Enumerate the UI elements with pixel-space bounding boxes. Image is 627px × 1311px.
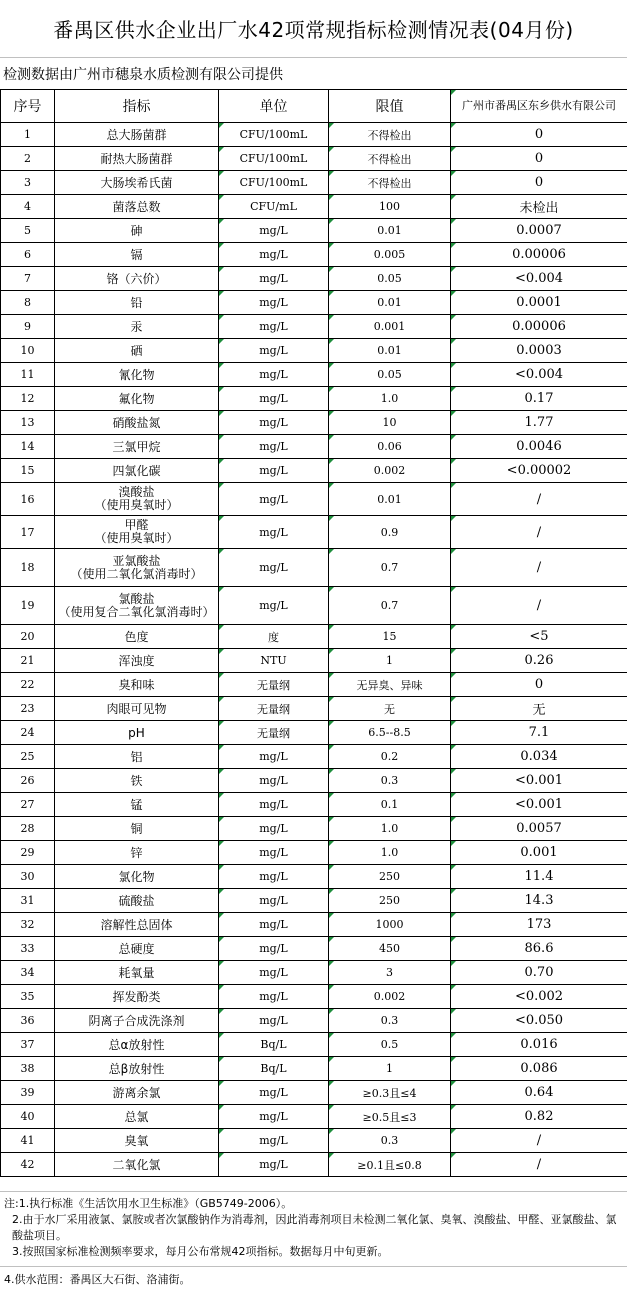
- row-limit: 1.0: [329, 817, 451, 841]
- row-indicator: 铜: [55, 817, 219, 841]
- row-indicator: 氰化物: [55, 363, 219, 387]
- row-unit: mg/L: [219, 219, 329, 243]
- row-indicator-condition: （使用臭氧时）: [94, 498, 179, 512]
- row-indicator-condition: （使用臭氧时）: [94, 531, 179, 545]
- row-value: 0: [451, 147, 627, 171]
- row-limit: 不得检出: [329, 171, 451, 195]
- row-unit: mg/L: [219, 793, 329, 817]
- row-value: 0.70: [451, 961, 627, 985]
- row-unit: mg/L: [219, 1009, 329, 1033]
- row-indicator: 硒: [55, 339, 219, 363]
- row-value: 0.016: [451, 1033, 627, 1057]
- row-limit: 250: [329, 889, 451, 913]
- row-limit: 无异臭、异味: [329, 673, 451, 697]
- table-row: [1, 865, 627, 889]
- row-indicator: 浑浊度: [55, 649, 219, 673]
- row-indicator: 铬（六价）: [55, 267, 219, 291]
- row-indicator: 镉: [55, 243, 219, 267]
- table-row: [1, 793, 627, 817]
- row-value: 无: [451, 697, 627, 721]
- table-row: [1, 291, 627, 315]
- row-value: 0.82: [451, 1105, 627, 1129]
- table-row: [1, 817, 627, 841]
- row-indicator: [55, 483, 219, 516]
- row-indicator: 大肠埃希氏菌: [55, 171, 219, 195]
- row-no: 9: [1, 315, 55, 339]
- row-unit: mg/L: [219, 865, 329, 889]
- row-no: 20: [1, 625, 55, 649]
- data-source-line: 检测数据由广州市穗泉水质检测有限公司提供: [3, 66, 283, 83]
- row-unit: mg/L: [219, 985, 329, 1009]
- row-no: 21: [1, 649, 55, 673]
- row-unit: 无量纲: [219, 721, 329, 745]
- table-row: [1, 315, 627, 339]
- row-no: 14: [1, 435, 55, 459]
- row-value: 0.26: [451, 649, 627, 673]
- row-limit: ≥0.3且≤4: [329, 1081, 451, 1105]
- row-limit: 6.5--8.5: [329, 721, 451, 745]
- table-row: [1, 745, 627, 769]
- table-row: [1, 1153, 627, 1177]
- table-row: [1, 171, 627, 195]
- row-no: 36: [1, 1009, 55, 1033]
- row-no: 19: [1, 587, 55, 625]
- row-value: <0.004: [451, 363, 627, 387]
- row-limit: 0.7: [329, 587, 451, 625]
- row-limit: 不得检出: [329, 123, 451, 147]
- row-no: 28: [1, 817, 55, 841]
- table-row: [1, 339, 627, 363]
- row-value: 0.64: [451, 1081, 627, 1105]
- row-indicator: 总氯: [55, 1105, 219, 1129]
- row-limit: 0.7: [329, 549, 451, 587]
- row-indicator: 三氯甲烷: [55, 435, 219, 459]
- row-unit: mg/L: [219, 1129, 329, 1153]
- table-row: [1, 1033, 627, 1057]
- table-row: [1, 549, 627, 587]
- table-row: [1, 123, 627, 147]
- row-indicator-main: 亚氯酸盐: [112, 553, 161, 568]
- row-indicator: 总β放射性: [55, 1057, 219, 1081]
- row-limit: 0.5: [329, 1033, 451, 1057]
- row-indicator: 阴离子合成洗涤剂: [55, 1009, 219, 1033]
- row-unit: mg/L: [219, 587, 329, 625]
- row-limit: 0.3: [329, 769, 451, 793]
- row-unit: Bq/L: [219, 1033, 329, 1057]
- row-value: 0: [451, 123, 627, 147]
- row-unit: mg/L: [219, 483, 329, 516]
- row-indicator: 铝: [55, 745, 219, 769]
- row-value: 0.0007: [451, 219, 627, 243]
- table-row: [1, 243, 627, 267]
- row-no: 42: [1, 1153, 55, 1177]
- row-unit: mg/L: [219, 913, 329, 937]
- row-no: 38: [1, 1057, 55, 1081]
- row-limit: 100: [329, 195, 451, 219]
- row-limit: 1.0: [329, 387, 451, 411]
- row-limit: 0.001: [329, 315, 451, 339]
- row-no: 34: [1, 961, 55, 985]
- row-unit: mg/L: [219, 937, 329, 961]
- row-no: 37: [1, 1033, 55, 1057]
- row-indicator: 氟化物: [55, 387, 219, 411]
- page-title: 番禺区供水企业出厂水42项常规指标检测情况表(04月份): [0, 0, 627, 58]
- row-indicator: [55, 516, 219, 549]
- row-indicator: 汞: [55, 315, 219, 339]
- row-value: /: [451, 587, 627, 625]
- row-indicator: 二氧化氯: [55, 1153, 219, 1177]
- row-value: /: [451, 516, 627, 549]
- row-unit: CFU/100mL: [219, 171, 329, 195]
- row-indicator: 总α放射性: [55, 1033, 219, 1057]
- row-value: 0.034: [451, 745, 627, 769]
- row-indicator-condition: （使用复合二氧化氯消毒时）: [58, 604, 215, 619]
- table-row: [1, 483, 627, 516]
- header-no: 序号: [1, 90, 55, 123]
- row-indicator: 铁: [55, 769, 219, 793]
- row-limit: 不得检出: [329, 147, 451, 171]
- table-row: [1, 673, 627, 697]
- row-no: 39: [1, 1081, 55, 1105]
- table-row: [1, 147, 627, 171]
- row-no: 25: [1, 745, 55, 769]
- row-unit: mg/L: [219, 315, 329, 339]
- row-unit: NTU: [219, 649, 329, 673]
- row-unit: 无量纲: [219, 673, 329, 697]
- notes-section: [0, 1191, 627, 1260]
- row-value: 0.0057: [451, 817, 627, 841]
- table-row: [1, 587, 627, 625]
- row-value: 86.6: [451, 937, 627, 961]
- row-value: 14.3: [451, 889, 627, 913]
- row-no: 15: [1, 459, 55, 483]
- row-no: 40: [1, 1105, 55, 1129]
- note-1: 注:1.执行标准《生活饮用水卫生标准》（GB5749-2006）。: [4, 1197, 293, 1210]
- row-value: <0.004: [451, 267, 627, 291]
- row-value: 0.001: [451, 841, 627, 865]
- table-row: [1, 516, 627, 549]
- row-value: 0.00006: [451, 315, 627, 339]
- row-unit: mg/L: [219, 961, 329, 985]
- row-limit: ≥0.1且≤0.8: [329, 1153, 451, 1177]
- row-unit: mg/L: [219, 745, 329, 769]
- table-row: [1, 363, 627, 387]
- row-value: /: [451, 1153, 627, 1177]
- header-unit: 单位: [219, 90, 329, 123]
- row-limit: 0.05: [329, 363, 451, 387]
- row-limit: 0.2: [329, 745, 451, 769]
- row-indicator: [55, 549, 219, 587]
- row-unit: mg/L: [219, 243, 329, 267]
- row-unit: 无量纲: [219, 697, 329, 721]
- row-unit: mg/L: [219, 516, 329, 549]
- header-limit: 限值: [329, 90, 451, 123]
- row-indicator: 总大肠菌群: [55, 123, 219, 147]
- header-indicator: 指标: [55, 90, 219, 123]
- row-unit: mg/L: [219, 291, 329, 315]
- row-no: 27: [1, 793, 55, 817]
- indicator-table: [0, 89, 627, 1177]
- row-limit: 0.002: [329, 985, 451, 1009]
- row-value: /: [451, 1129, 627, 1153]
- row-limit: 1: [329, 1057, 451, 1081]
- table-row: [1, 625, 627, 649]
- row-unit: mg/L: [219, 411, 329, 435]
- table-row: [1, 435, 627, 459]
- row-limit: 450: [329, 937, 451, 961]
- table-row: [1, 1009, 627, 1033]
- row-indicator: 四氯化碳: [55, 459, 219, 483]
- row-indicator-main: 溴酸盐: [118, 485, 155, 499]
- table-row: [1, 961, 627, 985]
- row-unit: mg/L: [219, 549, 329, 587]
- row-unit: mg/L: [219, 841, 329, 865]
- row-value: 11.4: [451, 865, 627, 889]
- row-indicator: 菌落总数: [55, 195, 219, 219]
- row-no: 7: [1, 267, 55, 291]
- row-no: 16: [1, 483, 55, 516]
- row-value: 173: [451, 913, 627, 937]
- row-no: 26: [1, 769, 55, 793]
- row-indicator: 挥发酚类: [55, 985, 219, 1009]
- row-indicator: 总硬度: [55, 937, 219, 961]
- row-indicator: 溶解性总固体: [55, 913, 219, 937]
- row-value: 0.086: [451, 1057, 627, 1081]
- row-limit: 0.3: [329, 1129, 451, 1153]
- row-no: 3: [1, 171, 55, 195]
- row-no: 23: [1, 697, 55, 721]
- row-no: 18: [1, 549, 55, 587]
- row-limit: 0.05: [329, 267, 451, 291]
- row-limit: 250: [329, 865, 451, 889]
- row-limit: 0.002: [329, 459, 451, 483]
- row-unit: Bq/L: [219, 1057, 329, 1081]
- row-no: 17: [1, 516, 55, 549]
- table-row: [1, 721, 627, 745]
- row-limit: 0.01: [329, 291, 451, 315]
- row-limit: 0.01: [329, 483, 451, 516]
- row-no: 1: [1, 123, 55, 147]
- row-indicator: 耗氧量: [55, 961, 219, 985]
- row-value: <0.00002: [451, 459, 627, 483]
- row-indicator: 砷: [55, 219, 219, 243]
- row-indicator-main: 甲醛: [124, 518, 149, 532]
- row-indicator: 锰: [55, 793, 219, 817]
- row-value: <5: [451, 625, 627, 649]
- row-limit: 0.3: [329, 1009, 451, 1033]
- row-indicator: 硝酸盐氮: [55, 411, 219, 435]
- row-value: 0.0001: [451, 291, 627, 315]
- row-no: 4: [1, 195, 55, 219]
- header-company: 广州市番禺区东乡供水有限公司: [451, 90, 627, 123]
- row-value: <0.001: [451, 793, 627, 817]
- row-no: 8: [1, 291, 55, 315]
- row-indicator-main: 氯酸盐: [118, 591, 155, 606]
- row-indicator: [55, 587, 219, 625]
- row-indicator: 肉眼可见物: [55, 697, 219, 721]
- row-value: 0.17: [451, 387, 627, 411]
- row-unit: mg/L: [219, 1153, 329, 1177]
- table-row: [1, 411, 627, 435]
- row-value: 0.0003: [451, 339, 627, 363]
- row-no: 24: [1, 721, 55, 745]
- row-value: <0.050: [451, 1009, 627, 1033]
- row-limit: 1: [329, 649, 451, 673]
- row-limit: 3: [329, 961, 451, 985]
- note-2: 2.由于水厂采用液氯、氯胺或者次氯酸钠作为消毒剂，因此消毒剂项目未检测二氧化氯、臭氧、溴酸盐、甲醛、亚氯酸盐、氯酸盐项目。: [12, 1213, 617, 1242]
- row-unit: CFU/100mL: [219, 147, 329, 171]
- row-unit: mg/L: [219, 769, 329, 793]
- row-value: 0.0046: [451, 435, 627, 459]
- row-no: 32: [1, 913, 55, 937]
- row-value: 0: [451, 171, 627, 195]
- table-row: [1, 913, 627, 937]
- row-value: <0.002: [451, 985, 627, 1009]
- row-unit: mg/L: [219, 363, 329, 387]
- table-row: [1, 219, 627, 243]
- row-indicator: 硫酸盐: [55, 889, 219, 913]
- row-limit: 1000: [329, 913, 451, 937]
- row-unit: mg/L: [219, 387, 329, 411]
- row-indicator: pH: [55, 721, 219, 745]
- row-unit: mg/L: [219, 1081, 329, 1105]
- row-no: 35: [1, 985, 55, 1009]
- row-indicator: 色度: [55, 625, 219, 649]
- table-row: [1, 459, 627, 483]
- row-value: 0.00006: [451, 243, 627, 267]
- row-limit: 无: [329, 697, 451, 721]
- row-unit: 度: [219, 625, 329, 649]
- row-limit: 0.01: [329, 339, 451, 363]
- row-unit: mg/L: [219, 459, 329, 483]
- row-limit: 15: [329, 625, 451, 649]
- row-no: 10: [1, 339, 55, 363]
- table-row: [1, 769, 627, 793]
- row-no: 12: [1, 387, 55, 411]
- table-row: [1, 985, 627, 1009]
- row-indicator: 臭和味: [55, 673, 219, 697]
- table-row: [1, 697, 627, 721]
- supply-area: 4.供水范围：番禺区大石街、洛浦街。: [0, 1266, 627, 1291]
- table-row: [1, 649, 627, 673]
- row-indicator: 氯化物: [55, 865, 219, 889]
- table-row: [1, 937, 627, 961]
- table-row: [1, 195, 627, 219]
- table-row: [1, 1105, 627, 1129]
- row-indicator: 耐热大肠菌群: [55, 147, 219, 171]
- row-value: 1.77: [451, 411, 627, 435]
- row-value: /: [451, 483, 627, 516]
- row-indicator: 游离余氯: [55, 1081, 219, 1105]
- row-unit: mg/L: [219, 889, 329, 913]
- row-limit: 0.9: [329, 516, 451, 549]
- row-no: 33: [1, 937, 55, 961]
- table-row: [1, 1129, 627, 1153]
- row-unit: mg/L: [219, 267, 329, 291]
- row-no: 31: [1, 889, 55, 913]
- row-indicator: 臭氧: [55, 1129, 219, 1153]
- row-unit: mg/L: [219, 1105, 329, 1129]
- row-no: 13: [1, 411, 55, 435]
- row-no: 2: [1, 147, 55, 171]
- row-indicator: 锌: [55, 841, 219, 865]
- row-limit: 0.1: [329, 793, 451, 817]
- row-unit: mg/L: [219, 817, 329, 841]
- row-unit: CFU/100mL: [219, 123, 329, 147]
- row-no: 11: [1, 363, 55, 387]
- table-row: [1, 387, 627, 411]
- row-indicator-condition: （使用二氧化氯消毒时）: [70, 566, 203, 581]
- row-value: 7.1: [451, 721, 627, 745]
- row-no: 29: [1, 841, 55, 865]
- table-row: [1, 1081, 627, 1105]
- row-no: 6: [1, 243, 55, 267]
- row-limit: ≥0.5且≤3: [329, 1105, 451, 1129]
- row-no: 5: [1, 219, 55, 243]
- note-3: 3.按照国家标准检测频率要求，每月公布常规42项指标。数据每月中旬更新。: [12, 1245, 389, 1258]
- row-value: 未检出: [451, 195, 627, 219]
- table-row: [1, 267, 627, 291]
- row-limit: 0.06: [329, 435, 451, 459]
- row-no: 30: [1, 865, 55, 889]
- row-unit: CFU/mL: [219, 195, 329, 219]
- row-limit: 1.0: [329, 841, 451, 865]
- table-row: [1, 889, 627, 913]
- row-limit: 0.005: [329, 243, 451, 267]
- row-no: 22: [1, 673, 55, 697]
- row-limit: 0.01: [329, 219, 451, 243]
- row-unit: mg/L: [219, 339, 329, 363]
- table-header: [1, 90, 627, 123]
- table-row: [1, 1057, 627, 1081]
- row-unit: mg/L: [219, 435, 329, 459]
- row-limit: 10: [329, 411, 451, 435]
- row-value: <0.001: [451, 769, 627, 793]
- row-value: 0: [451, 673, 627, 697]
- table-row: [1, 841, 627, 865]
- row-indicator: 铅: [55, 291, 219, 315]
- row-no: 41: [1, 1129, 55, 1153]
- row-value: /: [451, 549, 627, 587]
